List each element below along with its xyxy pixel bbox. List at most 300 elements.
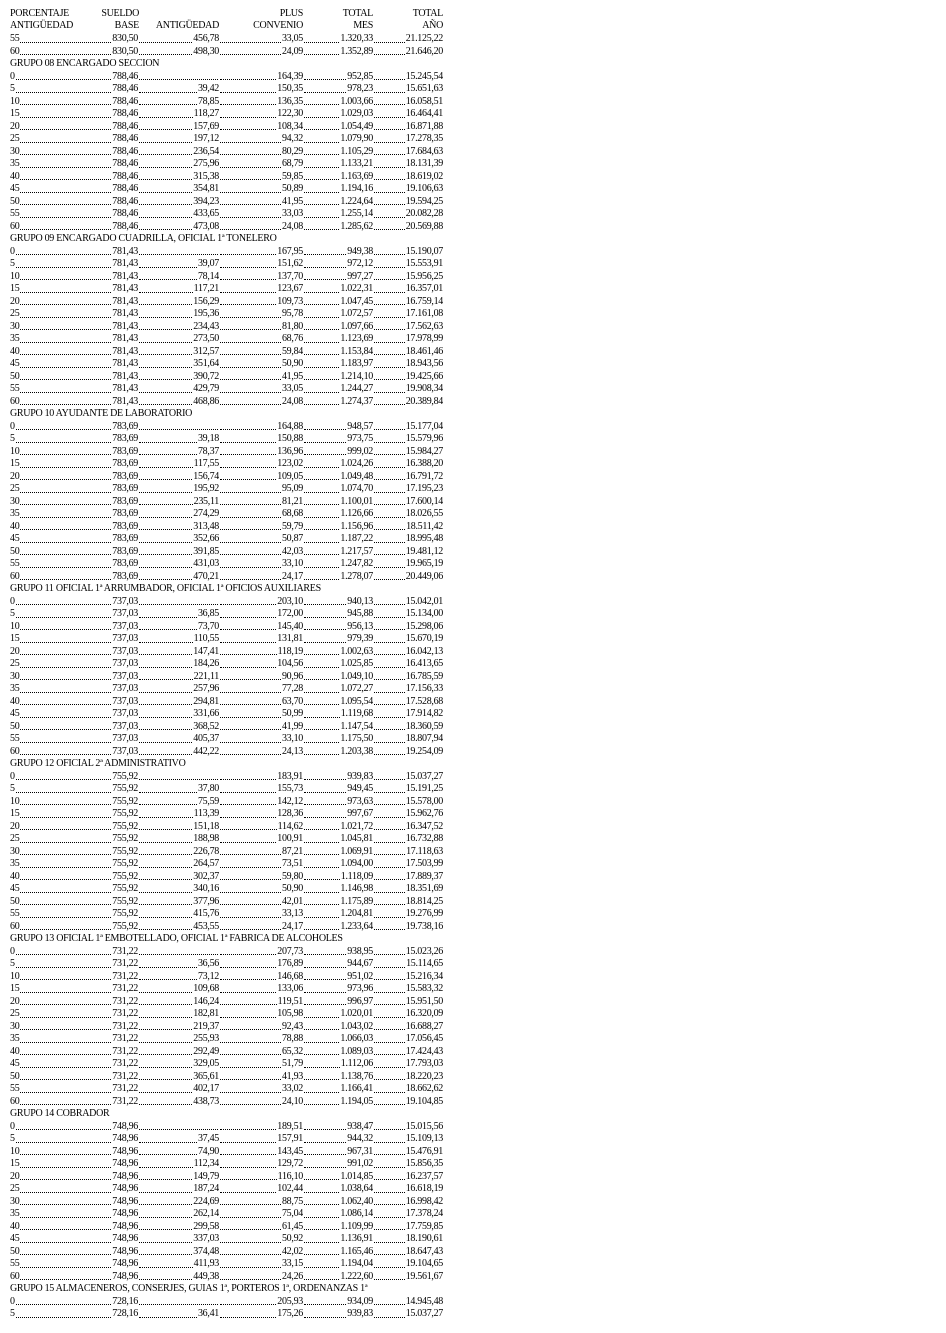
dot-leader xyxy=(220,1178,277,1180)
table-row xyxy=(10,246,443,259)
base-salary-value: 783,69 xyxy=(112,545,138,557)
plus-convenio-value: 24,08 xyxy=(281,395,303,407)
dot-leader xyxy=(16,778,112,780)
table-row xyxy=(10,721,443,734)
dot-leader xyxy=(20,316,111,318)
seniority-value: 75,59 xyxy=(197,795,219,807)
dot-leader xyxy=(374,728,405,730)
percentage-value: 30 xyxy=(10,1020,20,1032)
table-row xyxy=(10,521,443,534)
plus-convenio-cell xyxy=(219,246,303,259)
dot-leader xyxy=(220,53,281,55)
dot-leader xyxy=(374,153,405,155)
percentage-and-base-cell xyxy=(10,271,138,284)
percentage-and-base-cell xyxy=(10,508,138,521)
percentage-value: 20 xyxy=(10,120,20,132)
dot-leader xyxy=(20,1216,111,1218)
base-salary-value: 748,96 xyxy=(112,1233,138,1244)
base-salary-value: 783,69 xyxy=(112,570,138,582)
total-month-value: 1.072,57 xyxy=(340,308,373,319)
seniority-value: 36,56 xyxy=(197,958,219,969)
total-year-value: 18.351,69 xyxy=(405,883,443,894)
percentage-value: 55 xyxy=(10,558,20,569)
total-year-value: 17.889,37 xyxy=(405,870,443,882)
total-month-cell xyxy=(303,108,373,121)
dot-leader xyxy=(374,341,405,343)
total-month-value: 1.187,22 xyxy=(340,533,373,544)
total-year-value: 17.278,35 xyxy=(405,133,443,144)
percentage-value: 50 xyxy=(10,1070,20,1082)
percentage-value: 50 xyxy=(10,195,20,207)
dot-leader xyxy=(374,803,405,805)
total-year-value: 18.943,56 xyxy=(405,358,443,369)
dot-leader xyxy=(374,1153,405,1155)
percentage-value: 60 xyxy=(10,395,20,407)
total-month-value: 1.352,89 xyxy=(340,45,373,57)
seniority-cell xyxy=(138,433,219,446)
total-month-value: 1.054,49 xyxy=(340,120,373,132)
seniority-value: 112,34 xyxy=(193,1158,219,1169)
percentage-value: 5 xyxy=(10,608,15,619)
seniority-cell xyxy=(138,946,219,959)
total-year-value: 15.476,91 xyxy=(405,1145,443,1157)
total-year-cell xyxy=(373,908,443,921)
plus-convenio-cell xyxy=(219,521,303,534)
seniority-cell xyxy=(138,646,219,659)
seniority-cell xyxy=(138,246,219,259)
total-month-cell xyxy=(303,296,373,309)
table-row xyxy=(10,196,443,209)
percentage-and-base-cell xyxy=(10,808,138,821)
total-month-value: 1.285,62 xyxy=(340,220,373,232)
seniority-cell xyxy=(138,733,219,746)
base-salary-value: 781,43 xyxy=(112,370,138,382)
plus-convenio-cell xyxy=(219,121,303,134)
table-row xyxy=(10,958,443,971)
total-month-value: 1.049,10 xyxy=(340,670,373,682)
total-year-cell xyxy=(373,596,443,609)
base-salary-value: 731,22 xyxy=(112,1070,138,1082)
total-month-cell xyxy=(303,1221,373,1234)
total-month-value: 1.066,03 xyxy=(340,1033,373,1044)
dot-leader xyxy=(16,791,112,793)
total-month-value: 978,23 xyxy=(347,83,373,94)
plus-convenio-cell xyxy=(219,533,303,546)
dot-leader xyxy=(139,478,192,480)
percentage-and-base-cell xyxy=(10,1058,138,1071)
base-salary-value: 781,43 xyxy=(112,383,138,394)
dot-leader xyxy=(220,1103,281,1105)
seniority-cell xyxy=(138,158,219,171)
dot-leader xyxy=(304,691,339,693)
table-row xyxy=(10,596,443,609)
plus-convenio-cell xyxy=(219,458,303,471)
percentage-value: 45 xyxy=(10,533,20,544)
dot-leader xyxy=(20,891,111,893)
seniority-value: 468,86 xyxy=(193,395,219,407)
dot-leader xyxy=(220,741,281,743)
plus-convenio-cell xyxy=(219,46,303,59)
dot-leader xyxy=(304,1041,339,1043)
base-salary-value: 731,22 xyxy=(112,1020,138,1032)
total-year-value: 19.594,25 xyxy=(405,195,443,207)
total-year-value: 15.984,27 xyxy=(405,445,443,457)
seniority-value: 299,58 xyxy=(193,1220,219,1232)
total-year-cell xyxy=(373,533,443,546)
dot-leader xyxy=(374,203,405,205)
base-salary-value: 755,92 xyxy=(112,908,138,919)
dot-leader xyxy=(20,153,111,155)
dot-leader xyxy=(304,653,339,655)
total-year-cell xyxy=(373,471,443,484)
total-month-cell xyxy=(303,833,373,846)
dot-leader xyxy=(374,1078,405,1080)
total-month-cell xyxy=(303,346,373,359)
plus-convenio-cell xyxy=(219,371,303,384)
base-salary-value: 748,96 xyxy=(112,1158,138,1169)
total-month-value: 1.217,57 xyxy=(340,545,373,557)
dot-leader xyxy=(304,803,346,805)
total-month-value: 991,02 xyxy=(347,1158,373,1169)
table-body xyxy=(10,33,443,1321)
seniority-cell xyxy=(138,283,219,296)
plus-convenio-cell xyxy=(219,33,303,46)
total-year-cell xyxy=(373,283,443,296)
total-year-cell xyxy=(373,883,443,896)
dot-leader xyxy=(374,566,405,568)
percentage-value: 25 xyxy=(10,308,20,319)
base-salary-value: 731,22 xyxy=(112,983,138,994)
dot-leader xyxy=(374,928,405,930)
dot-leader xyxy=(220,353,281,355)
seniority-cell xyxy=(138,483,219,496)
dot-leader xyxy=(139,466,193,468)
dot-leader xyxy=(374,778,405,780)
percentage-and-base-cell xyxy=(10,596,138,609)
dot-leader xyxy=(139,1103,192,1105)
total-month-value: 1.194,16 xyxy=(340,183,373,194)
dot-leader xyxy=(220,1191,276,1193)
total-month-value: 1.320,33 xyxy=(340,33,373,44)
total-year-cell xyxy=(373,1033,443,1046)
plus-convenio-value: 33,03 xyxy=(281,208,303,219)
dot-leader xyxy=(220,1016,276,1018)
dot-leader xyxy=(139,578,192,580)
percentage-value: 20 xyxy=(10,645,20,657)
total-year-value: 18.511,42 xyxy=(406,520,443,532)
total-month-value: 1.089,03 xyxy=(340,1045,373,1057)
header-total-ano xyxy=(413,8,443,31)
total-month-value: 1.222,60 xyxy=(340,1270,373,1282)
total-year-cell xyxy=(373,608,443,621)
plus-convenio-cell xyxy=(219,171,303,184)
dot-leader xyxy=(16,616,112,618)
total-month-value: 996,97 xyxy=(347,995,373,1007)
seniority-cell xyxy=(138,1158,219,1171)
base-salary-value: 788,46 xyxy=(112,145,138,157)
percentage-and-base-cell xyxy=(10,96,138,109)
dot-leader xyxy=(139,1216,192,1218)
seniority-value: 37,45 xyxy=(197,1133,219,1144)
percentage-and-base-cell xyxy=(10,396,138,409)
dot-leader xyxy=(220,103,276,105)
total-year-value: 17.684,63 xyxy=(405,145,443,157)
total-year-value: 18.814,25 xyxy=(405,895,443,907)
dot-leader xyxy=(20,1078,111,1080)
dot-leader xyxy=(20,716,111,718)
plus-convenio-cell xyxy=(219,1146,303,1159)
total-month-value: 956,13 xyxy=(347,620,373,632)
dot-leader xyxy=(304,1303,346,1305)
plus-convenio-cell xyxy=(219,496,303,509)
seniority-cell xyxy=(138,1308,219,1321)
header-total-mes xyxy=(343,8,373,31)
total-month-cell xyxy=(303,121,373,134)
percentage-and-base-cell xyxy=(10,858,138,871)
percentage-value: 55 xyxy=(10,1083,20,1094)
table-row xyxy=(10,921,443,934)
dot-leader xyxy=(220,578,281,580)
dot-leader xyxy=(16,78,112,80)
seniority-cell xyxy=(138,1133,219,1146)
base-salary-value: 755,92 xyxy=(112,920,138,932)
dot-leader xyxy=(139,566,192,568)
table-row xyxy=(10,396,443,409)
total-year-cell xyxy=(373,646,443,659)
dot-leader xyxy=(304,203,339,205)
percentage-value: 15 xyxy=(10,983,20,994)
seniority-cell xyxy=(138,708,219,721)
total-month-cell xyxy=(303,283,373,296)
total-year-cell xyxy=(373,1133,443,1146)
table-row xyxy=(10,533,443,546)
percentage-value: 25 xyxy=(10,483,20,494)
base-salary-value: 788,46 xyxy=(112,95,138,107)
seniority-cell xyxy=(138,271,219,284)
dot-leader xyxy=(374,1241,405,1243)
dot-leader xyxy=(220,978,276,980)
total-month-cell xyxy=(303,1171,373,1184)
dot-leader xyxy=(139,866,192,868)
dot-leader xyxy=(304,603,346,605)
plus-convenio-cell xyxy=(219,1133,303,1146)
dot-leader xyxy=(220,1078,281,1080)
percentage-value: 5 xyxy=(10,1308,15,1319)
total-year-cell xyxy=(373,258,443,271)
base-salary-value: 748,96 xyxy=(112,1133,138,1144)
total-month-value: 949,45 xyxy=(347,783,373,794)
dot-leader xyxy=(304,103,339,105)
percentage-and-base-cell xyxy=(10,446,138,459)
dot-leader xyxy=(20,203,111,205)
plus-convenio-cell xyxy=(219,871,303,884)
table-row xyxy=(10,283,443,296)
dot-leader xyxy=(374,1266,405,1268)
total-year-value: 16.042,13 xyxy=(405,645,443,657)
total-month-cell xyxy=(303,1033,373,1046)
base-salary-value: 731,22 xyxy=(112,970,138,982)
percentage-and-base-cell xyxy=(10,1146,138,1159)
plus-convenio-value: 59,80 xyxy=(281,870,303,882)
dot-leader xyxy=(220,1066,281,1068)
plus-convenio-cell xyxy=(219,1083,303,1096)
plus-convenio-cell xyxy=(219,571,303,584)
total-year-cell xyxy=(373,821,443,834)
dot-leader xyxy=(374,353,405,355)
dot-leader xyxy=(139,116,193,118)
plus-convenio-cell xyxy=(219,483,303,496)
plus-convenio-value: 24,17 xyxy=(281,570,303,582)
percentage-and-base-cell xyxy=(10,346,138,359)
header-sueldo: SUELDO xyxy=(101,8,139,19)
dot-leader xyxy=(139,341,192,343)
plus-convenio-value: 108,34 xyxy=(277,120,303,132)
dot-leader xyxy=(374,691,405,693)
percentage-value: 5 xyxy=(10,258,15,269)
base-salary-value: 781,43 xyxy=(112,295,138,307)
dot-leader xyxy=(220,403,281,405)
percentage-and-base-cell xyxy=(10,708,138,721)
dot-leader xyxy=(220,541,281,543)
dot-leader xyxy=(139,428,218,430)
dot-leader xyxy=(139,166,192,168)
plus-convenio-cell xyxy=(219,1258,303,1271)
dot-leader xyxy=(16,1141,112,1143)
dot-leader xyxy=(139,653,192,655)
seniority-value: 352,66 xyxy=(193,533,219,544)
dot-leader xyxy=(220,441,276,443)
plus-convenio-value: 33,10 xyxy=(281,558,303,569)
dot-leader xyxy=(139,1053,192,1055)
seniority-cell xyxy=(138,608,219,621)
percentage-value: 55 xyxy=(10,208,20,219)
dot-leader xyxy=(139,303,192,305)
dot-leader xyxy=(304,528,339,530)
base-salary-value: 783,69 xyxy=(112,445,138,457)
dot-leader xyxy=(20,353,111,355)
total-month-value: 1.024,26 xyxy=(340,458,373,469)
plus-convenio-value: 33,05 xyxy=(281,383,303,394)
dot-leader xyxy=(374,1316,405,1318)
total-year-value: 15.114,65 xyxy=(406,958,443,969)
dot-leader xyxy=(139,791,197,793)
total-year-cell xyxy=(373,1221,443,1234)
total-month-cell xyxy=(303,271,373,284)
plus-convenio-cell xyxy=(219,396,303,409)
seniority-value: 498,30 xyxy=(193,45,219,57)
dot-leader xyxy=(220,378,281,380)
seniority-cell xyxy=(138,983,219,996)
total-year-value: 16.464,41 xyxy=(405,108,443,119)
total-year-value: 15.037,27 xyxy=(405,1308,443,1319)
dot-leader xyxy=(304,728,339,730)
base-salary-value: 731,22 xyxy=(112,958,138,969)
total-month-cell xyxy=(303,333,373,346)
seniority-cell xyxy=(138,1271,219,1284)
dot-leader xyxy=(139,528,192,530)
table-row xyxy=(10,171,443,184)
dot-leader xyxy=(20,741,111,743)
dot-leader xyxy=(20,1053,111,1055)
dot-leader xyxy=(304,678,339,680)
dot-leader xyxy=(139,1203,192,1205)
dot-leader xyxy=(20,378,111,380)
dot-leader xyxy=(374,228,405,230)
dot-leader xyxy=(220,391,281,393)
seniority-cell xyxy=(138,633,219,646)
dot-leader xyxy=(220,1216,281,1218)
dot-leader xyxy=(374,253,405,255)
seniority-cell xyxy=(138,221,219,234)
percentage-value: 50 xyxy=(10,895,20,907)
seniority-cell xyxy=(138,1208,219,1221)
percentage-value: 10 xyxy=(10,445,20,457)
seniority-cell xyxy=(138,146,219,159)
percentage-value: 25 xyxy=(10,658,20,669)
dot-leader xyxy=(304,41,339,43)
percentage-value: 0 xyxy=(10,1295,15,1307)
plus-convenio-cell xyxy=(219,971,303,984)
percentage-and-base-cell xyxy=(10,1183,138,1196)
dot-leader xyxy=(20,928,111,930)
total-year-cell xyxy=(373,1246,443,1259)
seniority-value: 156,29 xyxy=(193,295,219,307)
dot-leader xyxy=(20,866,111,868)
dot-leader xyxy=(20,566,111,568)
dot-leader xyxy=(304,191,339,193)
dot-leader xyxy=(20,828,111,830)
dot-leader xyxy=(374,528,405,530)
seniority-cell xyxy=(138,1196,219,1209)
dot-leader xyxy=(139,1141,197,1143)
dot-leader xyxy=(20,178,111,180)
total-month-value: 1.233,64 xyxy=(340,920,373,932)
dot-leader xyxy=(304,153,339,155)
seniority-value: 273,50 xyxy=(193,333,219,344)
table-row xyxy=(10,158,443,171)
dot-leader xyxy=(20,1166,111,1168)
percentage-value: 40 xyxy=(10,870,20,882)
plus-convenio-value: 50,90 xyxy=(281,358,303,369)
dot-leader xyxy=(220,116,276,118)
total-month-cell xyxy=(303,1058,373,1071)
seniority-cell xyxy=(138,671,219,684)
total-month-value: 972,12 xyxy=(347,258,373,269)
dot-leader xyxy=(220,253,276,255)
total-month-value: 934,09 xyxy=(347,1295,373,1307)
seniority-cell xyxy=(138,1046,219,1059)
percentage-value: 45 xyxy=(10,883,20,894)
percentage-value: 10 xyxy=(10,620,20,632)
dot-leader xyxy=(20,628,111,630)
percentage-and-base-cell xyxy=(10,571,138,584)
dot-leader xyxy=(374,503,405,505)
total-year-cell xyxy=(373,296,443,309)
dot-leader xyxy=(139,328,192,330)
seniority-cell xyxy=(138,1021,219,1034)
seniority-value: 39,07 xyxy=(197,258,219,269)
dot-leader xyxy=(220,553,281,555)
percentage-value: 35 xyxy=(10,508,20,519)
dot-leader xyxy=(139,91,197,93)
table-row xyxy=(10,446,443,459)
dot-leader xyxy=(139,853,192,855)
total-month-value: 1.138,76 xyxy=(340,1070,373,1082)
seniority-value: 39,42 xyxy=(197,83,219,94)
total-year-cell xyxy=(373,433,443,446)
dot-leader xyxy=(20,691,111,693)
plus-convenio-value: 164,39 xyxy=(277,70,303,82)
